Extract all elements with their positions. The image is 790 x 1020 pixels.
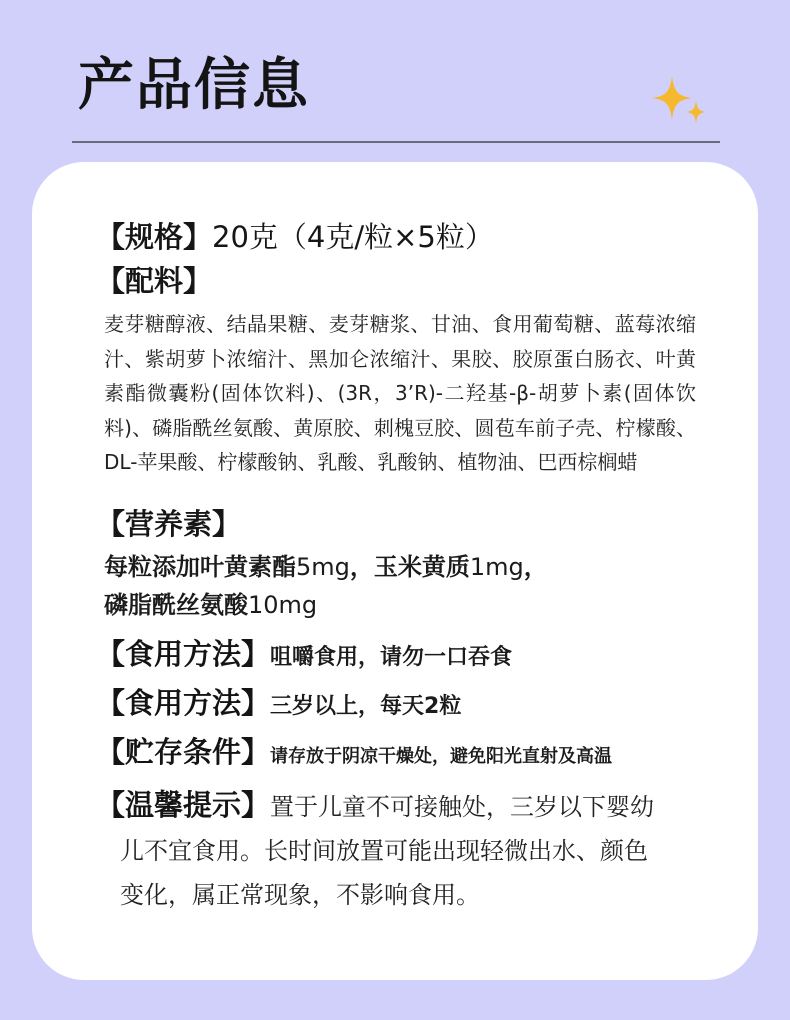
- nutrition-label: 【营养素】: [96, 506, 242, 541]
- nutrition-text: [104, 548, 706, 624]
- nutrition-ps-amount: 10mg: [248, 590, 318, 619]
- tips-line-3: 变化，属正常现象，不影响食用。: [120, 880, 480, 909]
- dosage-value: 三岁以上，每天2粒: [270, 693, 462, 719]
- nutrition-line-1: [104, 548, 706, 586]
- ingredients-text: 麦芽糖醇液、结晶果糖、麦芽糖浆、甘油、食用葡萄糖、蓝莓浓缩汁、紫胡萝卜浓缩汁、黑加仑浓缩汁、果胶、胶原蛋白肠衣、叶黄素酯微囊粉(固体饮料)、(3R，3’R)-二羟基-β-胡萝卜素(固体饮料)、磷脂酰丝氨酸、黄原胶、刺槐豆胶、圆苞车前子壳、柠檬酸、DL-苹果酸、柠檬酸钠、乳酸、乳酸钠、植物油、巴西棕榈蜡: [104, 312, 696, 474]
- ingredients-label: 【配料】: [96, 264, 213, 298]
- usage-value: 咀嚼食用，请勿一口吞食: [270, 644, 513, 670]
- nutrition-separator: ，: [523, 552, 548, 581]
- tips-line-2: 儿不宜食用。长时间放置可能出现轻微出水、颜色: [120, 836, 648, 865]
- dosage-label: 【食用方法】: [96, 685, 271, 720]
- storage-value: 请存放于阴凉干燥处，避免阳光直射及高温: [270, 745, 613, 767]
- usage-row: [96, 632, 706, 681]
- tips-label: 【温馨提示】: [96, 787, 271, 822]
- nutrition-ps-label: 磷脂酰丝氨酸: [104, 590, 248, 619]
- page-title: 产品信息: [78, 53, 310, 118]
- info-content: [96, 215, 706, 917]
- nutrition-lutein-label: 每粒添加叶黄素酯: [104, 552, 296, 581]
- title-divider: [72, 141, 720, 143]
- nutrition-lutein-amount: 5mg: [296, 552, 350, 581]
- nutrition-zeaxanthin-label: ，玉米黄质: [349, 552, 470, 581]
- tips-line-1: 置于儿童不可接触处，三岁以下婴幼: [270, 792, 655, 821]
- storage-row: [96, 730, 706, 779]
- spec-label: 【规格】: [96, 220, 213, 254]
- storage-label: 【贮存条件】: [96, 734, 271, 769]
- sparkle-icon: [650, 74, 710, 130]
- spec-value: 20克（4克/粒×5粒）: [212, 220, 494, 254]
- dosage-row: [96, 681, 706, 730]
- usage-label: 【食用方法】: [96, 636, 271, 671]
- nutrition-zeaxanthin-amount: 1mg: [469, 552, 524, 581]
- tips-row: [96, 783, 706, 829]
- spec-row: [96, 215, 706, 259]
- nutrition-line-2: [104, 586, 706, 624]
